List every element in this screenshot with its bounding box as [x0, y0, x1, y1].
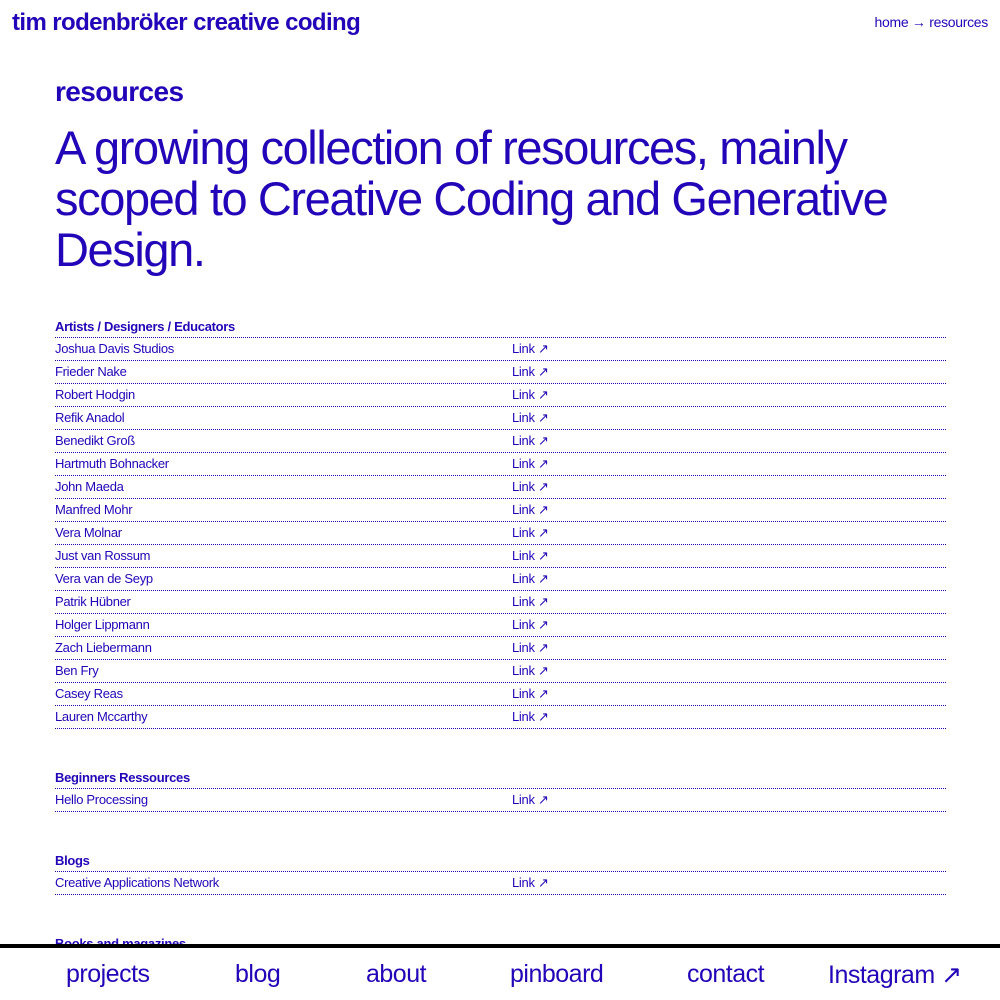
resource-row: [55, 338, 946, 361]
breadcrumb-current: resources: [929, 14, 988, 30]
resource-name: Vera Molnar: [55, 525, 122, 540]
resource-row: [55, 591, 946, 614]
resource-link[interactable]: Link ↗: [512, 663, 549, 678]
resource-row: [55, 614, 946, 637]
resource-name: Hello Processing: [55, 792, 148, 807]
resource-row: [55, 476, 946, 499]
resource-name: Casey Reas: [55, 686, 123, 701]
breadcrumb-arrow-icon: →: [911, 14, 926, 30]
resource-row: [55, 453, 946, 476]
resource-sections: [55, 319, 946, 955]
resource-link[interactable]: Link ↗: [512, 341, 549, 356]
site-title[interactable]: tim rodenbröker creative coding: [12, 9, 361, 36]
resource-link[interactable]: Link ↗: [512, 617, 549, 632]
resource-row: [55, 660, 946, 683]
nav-pinboard[interactable]: pinboard: [510, 960, 604, 988]
resource-name: Joshua Davis Studios: [55, 341, 175, 356]
section-title: Blogs: [55, 853, 946, 872]
resource-link[interactable]: Link ↗: [512, 594, 549, 609]
resource-link[interactable]: Link ↗: [512, 433, 549, 448]
resource-name: Ben Fry: [55, 663, 99, 678]
nav-instagram[interactable]: Instagram ↗: [828, 961, 962, 989]
resource-name: Zach Liebermann: [55, 640, 152, 655]
resource-row: [55, 706, 946, 729]
page-intro: A growing collection of resources, mainly scoped to Creative Coding and Generative Design.: [55, 121, 888, 276]
resource-row: [55, 545, 946, 568]
resource-name: Benedikt Groß: [55, 433, 135, 448]
resource-row: [55, 361, 946, 384]
resource-row: [55, 430, 946, 453]
section-title: Artists / Designers / Educators: [55, 319, 946, 338]
nav-projects[interactable]: projects: [66, 960, 150, 988]
resource-row: [55, 522, 946, 545]
resource-name: Vera van de Seyp: [55, 571, 153, 586]
resource-link[interactable]: Link ↗: [512, 792, 549, 807]
resource-name: Lauren Mccarthy: [55, 709, 148, 724]
resource-row: [55, 637, 946, 660]
main-content: [55, 72, 946, 955]
resource-link[interactable]: Link ↗: [512, 456, 549, 471]
nav-blog[interactable]: blog: [235, 960, 281, 988]
resource-link[interactable]: Link ↗: [512, 410, 549, 425]
resource-link[interactable]: Link ↗: [512, 875, 549, 890]
resource-row: [55, 872, 946, 895]
resource-link[interactable]: Link ↗: [512, 571, 549, 586]
resource-name: Manfred Mohr: [55, 502, 133, 517]
breadcrumb: [875, 14, 989, 30]
resource-link[interactable]: Link ↗: [512, 686, 549, 701]
resource-link[interactable]: Link ↗: [512, 502, 549, 517]
resource-name: Patrik Hübner: [55, 594, 131, 609]
resource-row: [55, 683, 946, 706]
resource-row: [55, 499, 946, 522]
resource-link[interactable]: Link ↗: [512, 548, 549, 563]
section-title: Beginners Ressources: [55, 770, 946, 789]
resource-link[interactable]: Link ↗: [512, 640, 549, 655]
resource-name: Holger Lippmann: [55, 617, 150, 632]
resource-section: [55, 319, 946, 729]
resource-name: John Maeda: [55, 479, 124, 494]
resource-row: [55, 407, 946, 430]
resource-name: Just van Rossum: [55, 548, 151, 563]
resource-link[interactable]: Link ↗: [512, 525, 549, 540]
resource-section: [55, 853, 946, 895]
resource-name: Hartmuth Bohnacker: [55, 456, 169, 471]
resource-link[interactable]: Link ↗: [512, 479, 549, 494]
resource-name: Creative Applications Network: [55, 875, 219, 890]
resource-row: [55, 789, 946, 812]
nav-contact[interactable]: contact: [687, 960, 765, 988]
resource-name: Frieder Nake: [55, 364, 127, 379]
nav-about[interactable]: about: [366, 960, 427, 988]
page-title: resources: [55, 76, 184, 107]
resource-row: [55, 384, 946, 407]
resource-section: [55, 770, 946, 812]
resource-link[interactable]: Link ↗: [512, 709, 549, 724]
resource-link[interactable]: Link ↗: [512, 387, 549, 402]
resource-name: Refik Anadol: [55, 410, 125, 425]
resource-row: [55, 568, 946, 591]
resource-link[interactable]: Link ↗: [512, 364, 549, 379]
footer-nav: [0, 944, 1000, 1000]
resource-name: Robert Hodgin: [55, 387, 135, 402]
breadcrumb-home[interactable]: home: [874, 14, 909, 30]
